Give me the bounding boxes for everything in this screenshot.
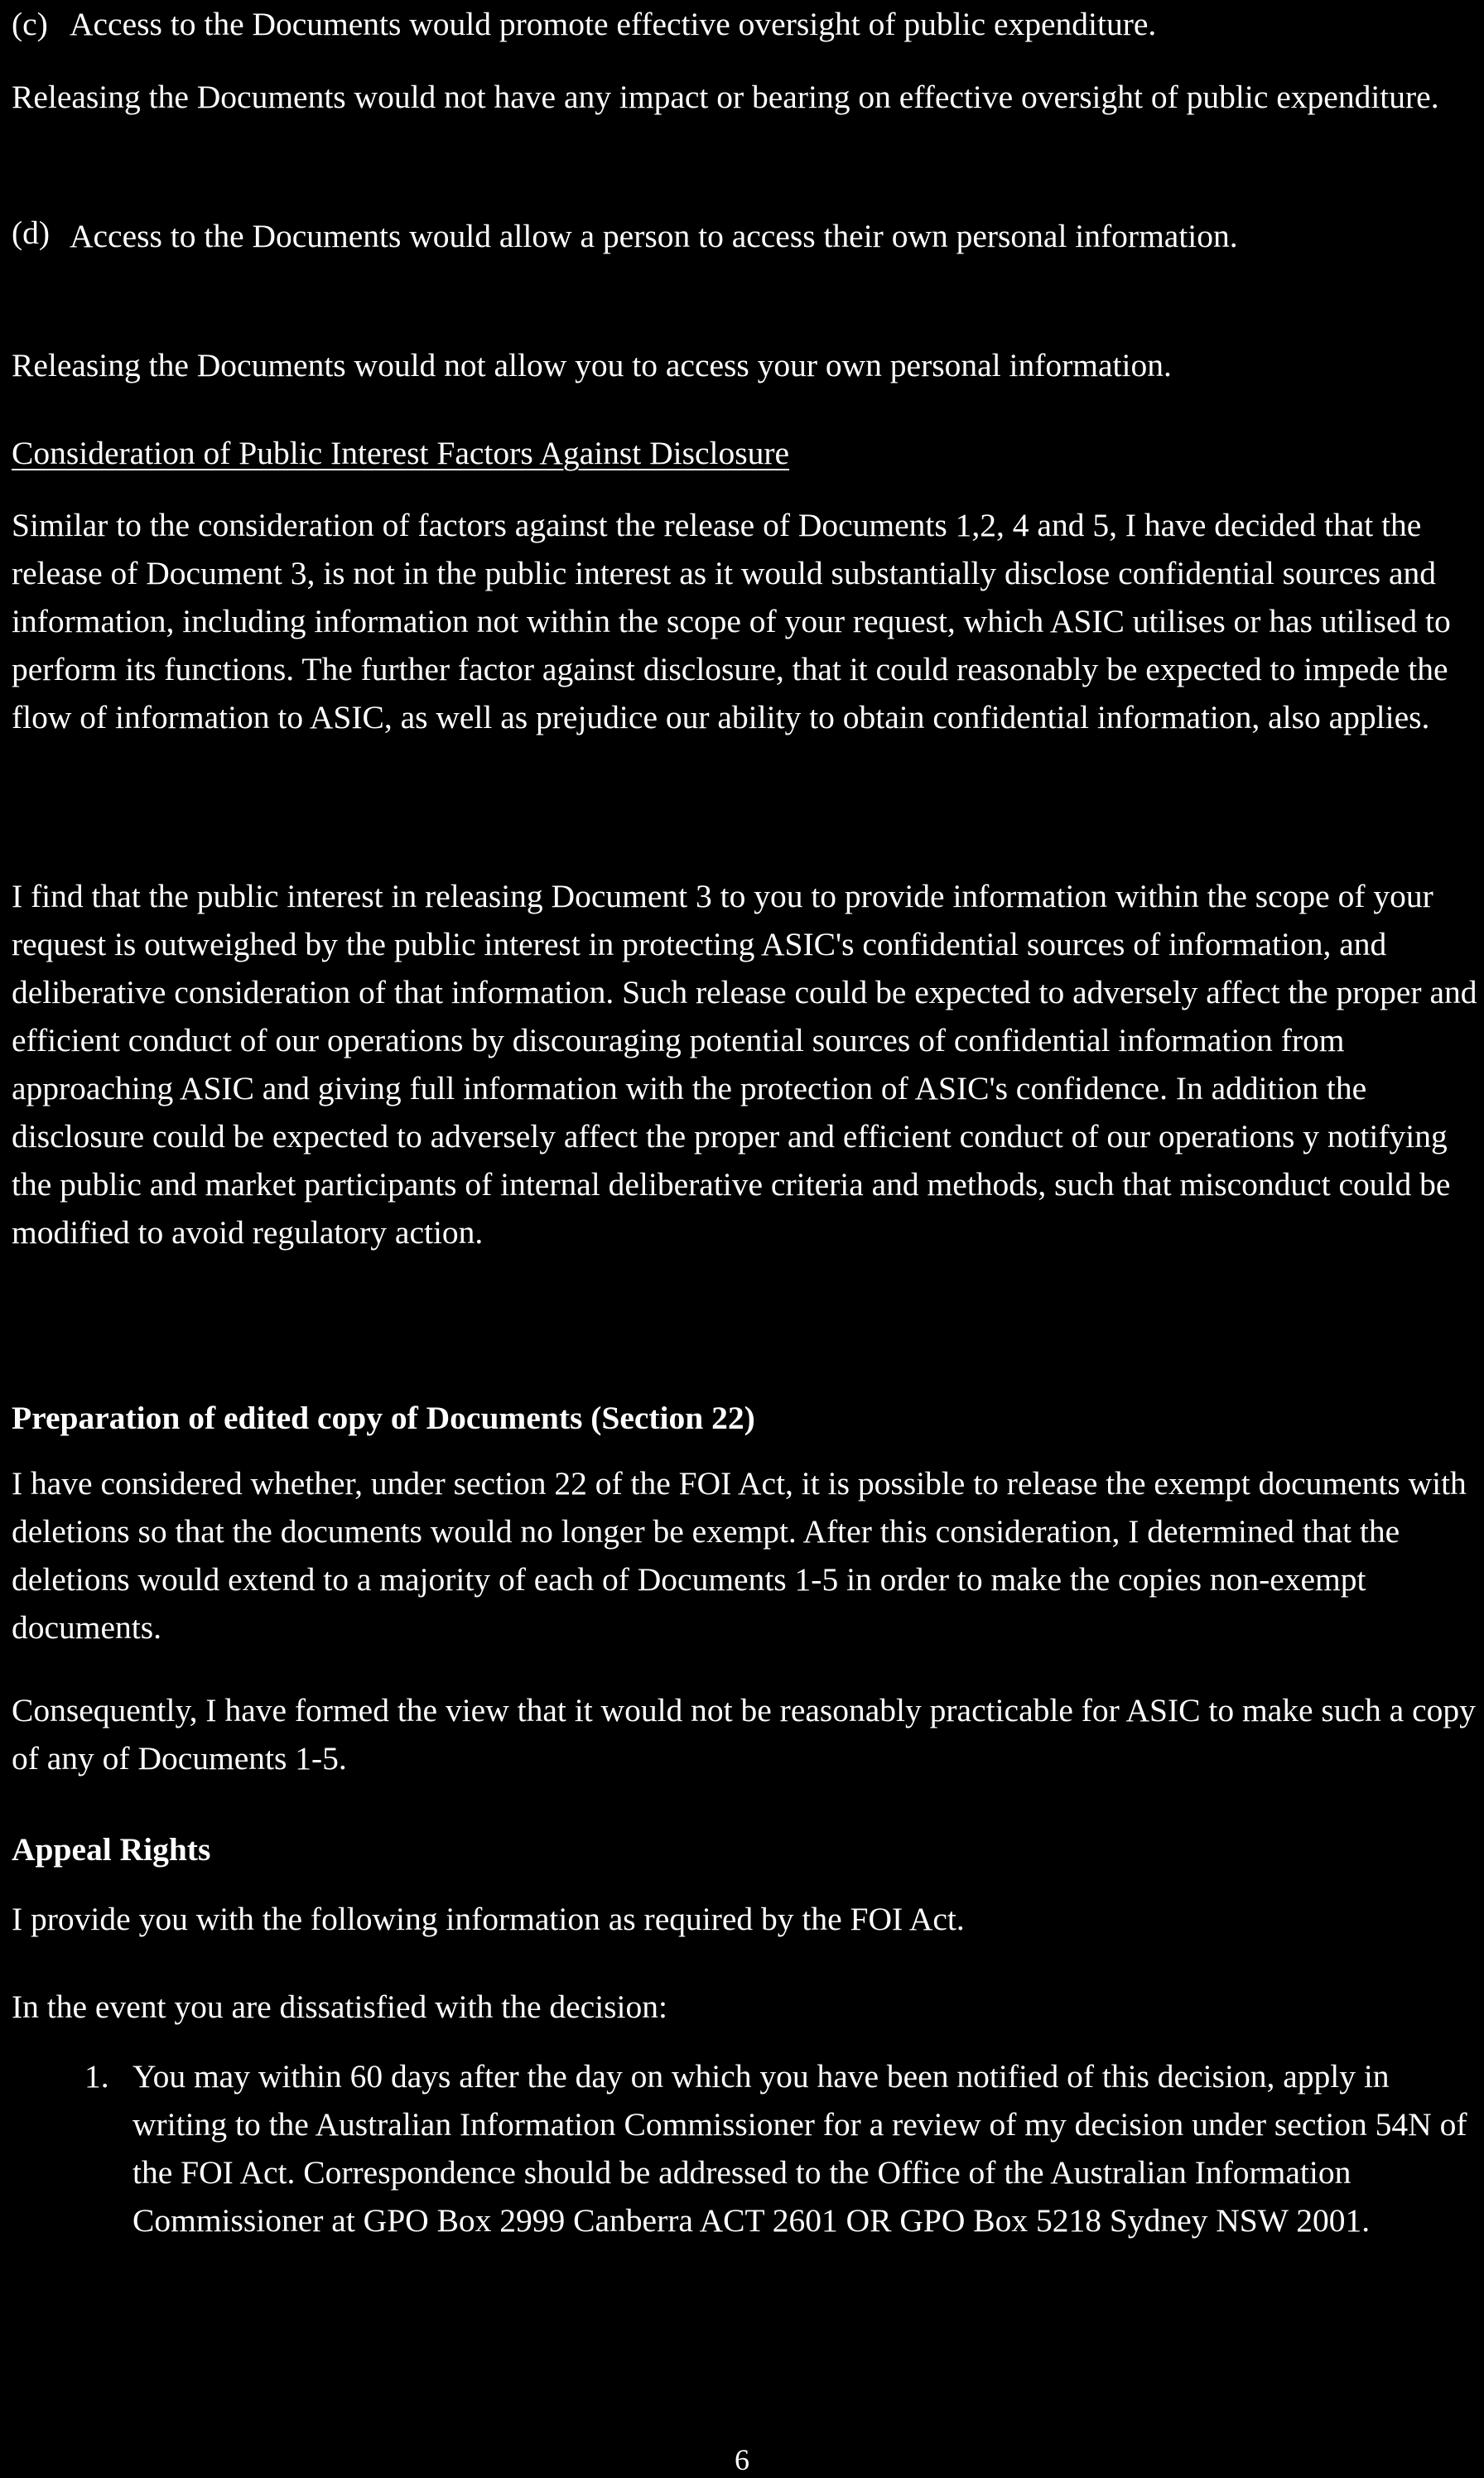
item-d-label: (d) (12, 215, 51, 251)
document-page (12, 0, 1481, 2478)
edited-copy-heading: Preparation of edited copy of Documents (Section 22) (12, 1400, 755, 1436)
edited-copy-paragraph-1: I have considered whether, under section 22 of the FOI Act, it is possible to release the exempt documents with deletions so that the documents would no longer be exempt. After this consideration, I determined that the deletions would extend to a majority of each of Documents 1-5 in order to make the copies non-exempt documents. (12, 1465, 1467, 1646)
item-c-text: Access to the Documents would promote effective oversight of public expenditure. (70, 6, 1157, 42)
factors-against-paragraph-2: I find that the public interest in releasing Document 3 to you to provide information within the scope of your request is outweighed by the public interest in protecting ASIC's confidential sources of information, and deliberative consideration of that information. Such release could be expected to adversely affect the proper and efficient conduct of our operations by discouraging potential sources of confidential information from approaching ASIC and giving full information with the protection of ASIC's confidence. In addition the disclosure could be expected to adversely affect the proper and efficient conduct of our operations y notifying the public and market participants of internal deliberative criteria and methods, such that misconduct could be modified to avoid regulatory action. (12, 878, 1477, 1251)
item-c-label: (c) (12, 6, 48, 42)
appeal-item-1-label: 1. (84, 2058, 109, 2095)
appeal-paragraph-2: In the event you are dissatisfied with the decision: (12, 1989, 667, 2025)
page-number: 6 (735, 2443, 749, 2476)
item-d-response: Releasing the Documents would not allow you to access your own personal information. (12, 347, 1172, 383)
factors-against-paragraph-1: Similar to the consideration of factors against the release of Documents 1,2, 4 and 5, I have decided that the release of Document 3, is not in the public interest as it would substantially disclose confidential sources and information, including information not within the scope of your request, which ASIC utilises or has utilised to perform its functions. The further factor against disclosure, that it could reasonably be expected to impede the flow of information to ASIC, as well as prejudice our ability to obtain confidential information, also applies. (12, 507, 1451, 735)
item-d-text: Access to the Documents would allow a person to access their own personal information. (70, 218, 1238, 254)
factors-against-heading: Consideration of Public Interest Factors Against Disclosure (12, 435, 790, 471)
appeal-item-1-text: You may within 60 days after the day on which you have been notified of this decision, apply in writing to the Australian Information Commissioner for a review of my decision under section 54N of the FOI Act. Correspondence should be addressed to the Office of the Australian Information Commissioner at GPO Box 2999 Canberra ACT 2601 OR GPO Box 5218 Sydney NSW 2001. (132, 2058, 1467, 2239)
item-c-response: Releasing the Documents would not have any impact or bearing on effective oversight of public expenditure. (12, 79, 1439, 115)
edited-copy-paragraph-2: Consequently, I have formed the view that it would not be reasonably practicable for ASIC to make such a copy of any of Documents 1-5. (12, 1692, 1476, 1777)
appeal-rights-heading: Appeal Rights (12, 1831, 211, 1868)
appeal-paragraph-1: I provide you with the following information as required by the FOI Act. (12, 1901, 965, 1937)
